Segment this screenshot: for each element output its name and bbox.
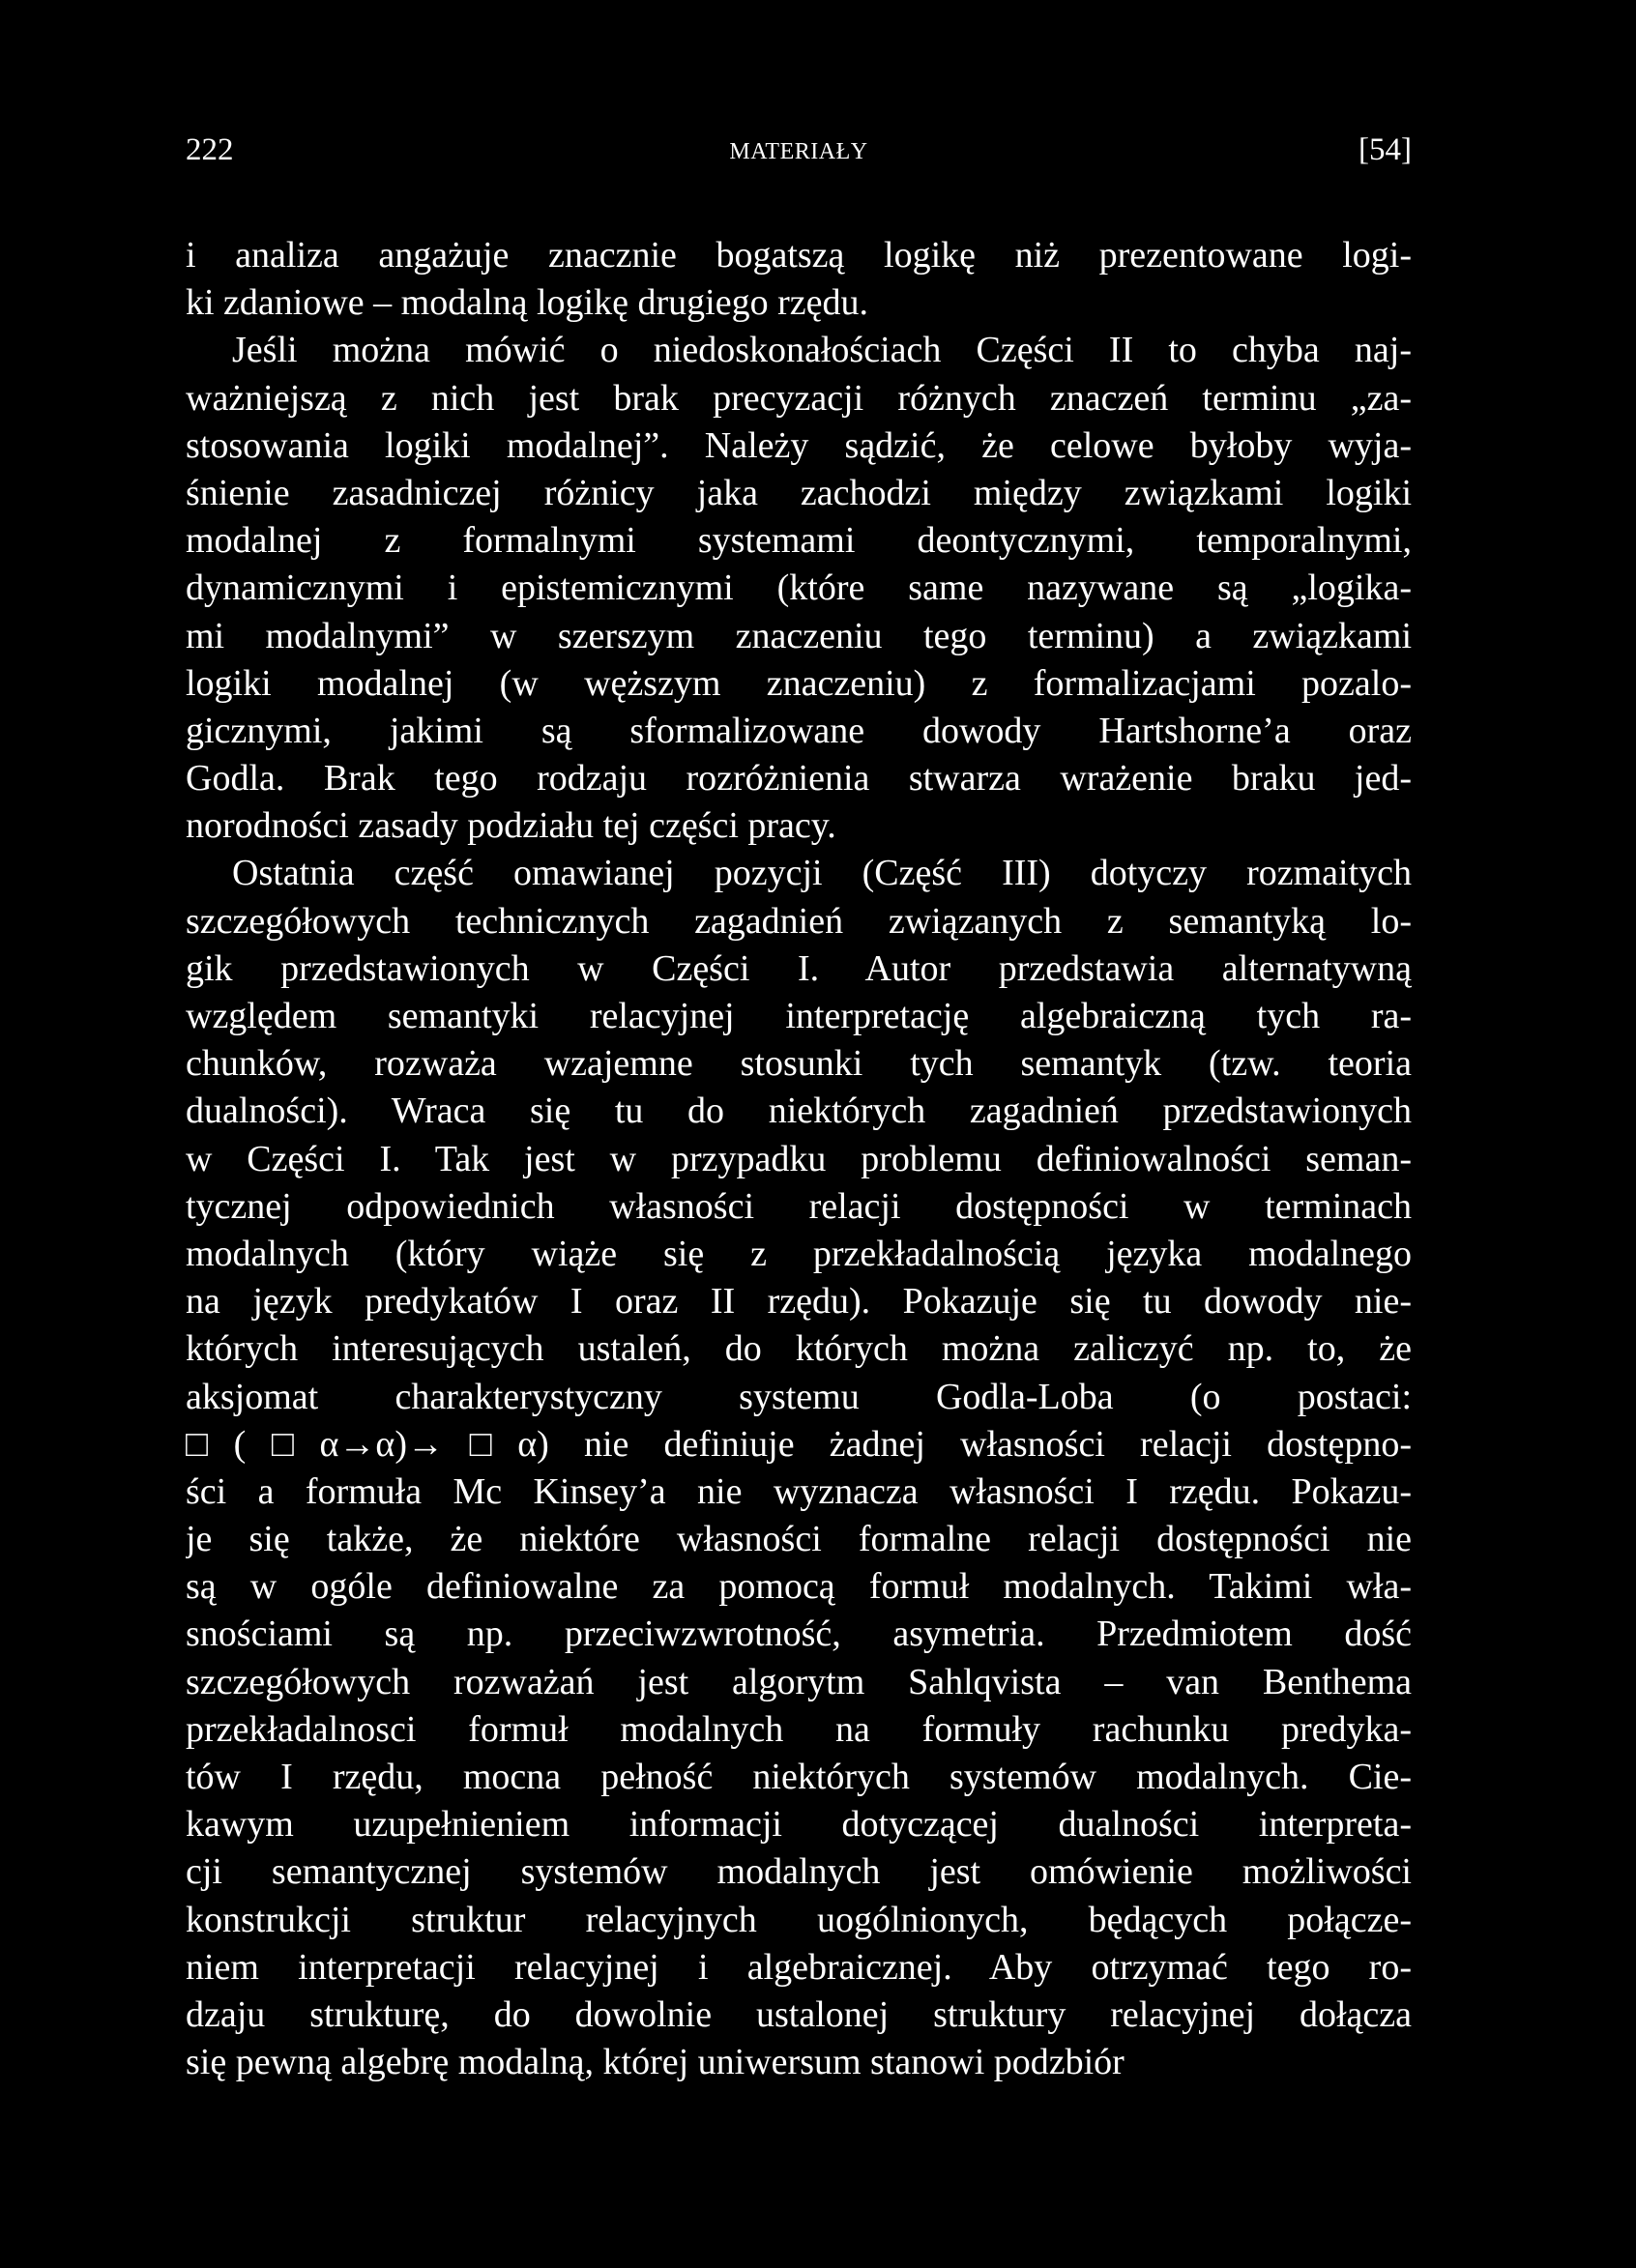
paragraph: [186, 327, 1412, 850]
text-line: w Części I. Tak jest w przypadku problemu definiowalności seman-: [186, 1138, 1412, 1179]
text-line: na język predykatów I oraz II rzędu). Pokazuje się tu dowody nie-: [186, 1281, 1412, 1323]
text-line: chunków, rozważa wzajemne stosunki tych semantyk (tzw. teoria: [186, 1043, 1412, 1085]
text-line: je się także, że niektóre własności formalne relacji dostępności nie: [186, 1519, 1412, 1560]
text-line: ki zdaniowe – modalną logikę drugiego rzędu.: [186, 282, 868, 324]
text-line: modalnych (który wiąże się z przekładalnością języka modalnego: [186, 1233, 1412, 1274]
text-line: logiki modalnej (w węższym znaczeniu) z formalizacjami pozalo-: [186, 662, 1412, 704]
text-line: □(□α→α)→□α) nie definiuje żadnej własności relacji dostępno-: [186, 1423, 1412, 1465]
text-line: Jeśli można mówić o niedoskonałościach Części II to chyba naj-: [232, 330, 1412, 371]
text-line: dynamicznymi i epistemicznymi (które same nazywane są „logika-: [186, 567, 1412, 609]
page-number: 222: [186, 132, 234, 167]
text-line: gicznymi, jakimi są sformalizowane dowody Hartshorne’a oraz: [186, 710, 1412, 751]
text-line: szczegółowych technicznych zagadnień związanych z semantyką lo-: [186, 900, 1412, 942]
text-line: i analiza angażuje znacznie bogatszą logikę niż prezentowane logi-: [186, 235, 1412, 276]
text-line: kawym uzupełnieniem informacji dotyczącej dualności interpreta-: [186, 1804, 1412, 1846]
text-line: dualności). Wraca się tu do niektórych zagadnień przedstawionych: [186, 1090, 1412, 1132]
running-title: MATERIAŁY: [729, 139, 868, 164]
text-line: przekładalnosci formuł modalnych na formuły rachunku predyka-: [186, 1708, 1412, 1750]
running-header: [186, 126, 1412, 174]
text-line: norodności zasady podziału tej części pracy.: [186, 805, 836, 847]
text-line: niem interpretacji relacyjnej i algebraicznej. Aby otrzymać tego ro-: [186, 1946, 1412, 1988]
text-line: modalnej z formalnymi systemami deontycznymi, temporalnymi,: [186, 520, 1412, 562]
text-line: dzaju strukturę, do dowolnie ustalonej struktury relacyjnej dołącza: [186, 1993, 1412, 2035]
text-line: mi modalnymi” w szerszym znaczeniu tego terminu) a związkami: [186, 615, 1412, 656]
text-line: się pewną algebrę modalną, której uniwersum stanowi podzbiór: [186, 2042, 1125, 2083]
text-line: stosowania logiki modalnej”. Należy sądzić, że celowe byłoby wyja-: [186, 424, 1412, 466]
text-line: względem semantyki relacyjnej interpretację algebraiczną tych ra-: [186, 996, 1412, 1036]
text-line: Ostatnia część omawianej pozycji (Część III) dotyczy rozmaitych: [232, 853, 1412, 894]
text-line: Godla. Brak tego rodzaju rozróżnienia stwarza wrażenie braku jed-: [186, 758, 1412, 800]
original-page-number: [54]: [1358, 132, 1412, 167]
text-line: tów I rzędu, mocna pełność niektórych systemów modalnych. Cie-: [186, 1757, 1412, 1797]
text-line: cji semantycznej systemów modalnych jest omówienie możliwości: [186, 1851, 1412, 1893]
text-line: szczegółowych rozważań jest algorytm Sahlqvista – van Benthema: [186, 1661, 1412, 1702]
paragraph: [186, 232, 1412, 327]
text-line: ści a formuła Mc Kinsey’a nie wyznacza własności I rzędu. Pokazu-: [186, 1470, 1412, 1512]
paragraph: [186, 850, 1412, 2086]
text-line: aksjomat charakterystyczny systemu Godla-Loba (o postaci:: [186, 1376, 1412, 1417]
text-line: śnienie zasadniczej różnicy jaka zachodzi między związkami logiki: [186, 472, 1412, 513]
text-line: ważniejszą z nich jest brak precyzacji różnych znaczeń terminu „za-: [186, 377, 1412, 419]
body-text: [186, 232, 1412, 2086]
text-line: konstrukcji struktur relacyjnych uogólnionych, będących połącze-: [186, 1899, 1412, 1940]
text-line: gik przedstawionych w Części I. Autor przedstawia alternatywną: [186, 947, 1412, 989]
text-line: których interesujących ustaleń, do których można zaliczyć np. to, że: [186, 1328, 1412, 1370]
text-line: tycznej odpowiednich własności relacji dostępności w terminach: [186, 1185, 1412, 1227]
text-line: są w ogóle definiowalne za pomocą formuł modalnych. Takimi wła-: [186, 1566, 1412, 1608]
text-line: snościami są np. przeciwzwrotność, asymetria. Przedmiotem dość: [186, 1614, 1412, 1655]
